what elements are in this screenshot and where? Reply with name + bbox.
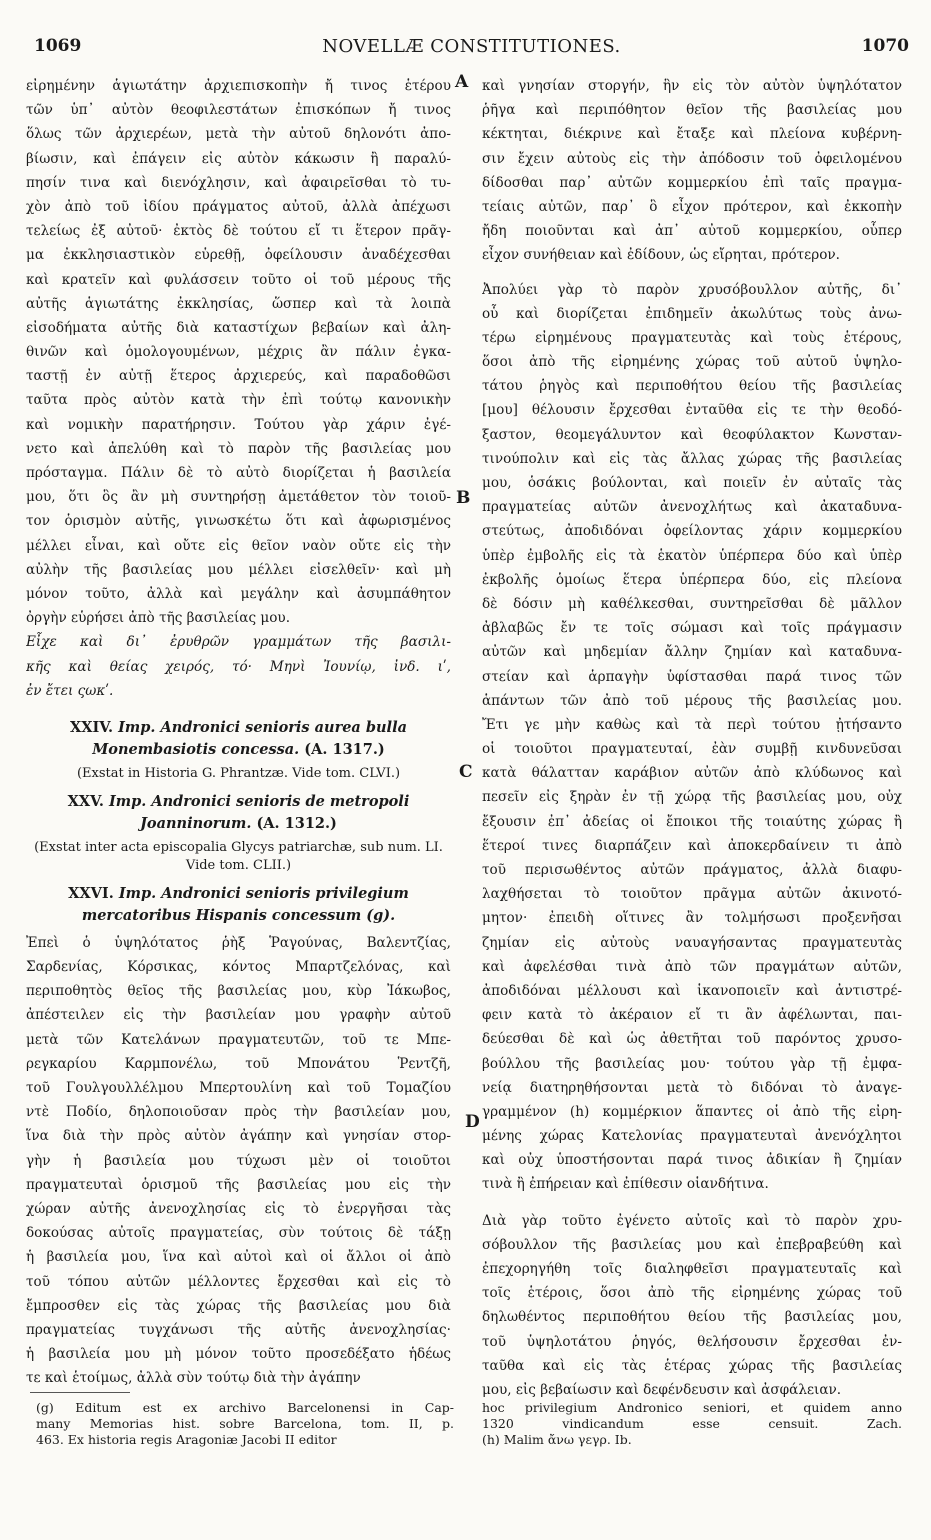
- text-line: καὶ νομικὴν παρατήρησιν. Τούτου γὰρ χάριν ἐγέ-: [26, 416, 451, 433]
- text-line: δοκούσας αὐτοῖς πραγματείας, σὺν τούτοις δὲ τάξῃ: [26, 1225, 451, 1242]
- text-line: Ἔτι γε μὴν καθὼς καὶ τὰ περὶ τούτου ᾐτήσαντο: [482, 716, 902, 733]
- text-line: στείαν καὶ ἁρπαγὴν ὑφίστασθαι παρά τινος τῶν: [482, 668, 902, 685]
- left-text-top: [26, 74, 451, 630]
- text-line: μου, ὅτι ὃς ἂν μὴ συντηρήσῃ ἀμετάθετον τὸν τοιοῦ-: [26, 489, 451, 506]
- text-line: Ἀπολύει γὰρ τὸ παρὸν χρυσόβουλλον αὐτῆς, δι᾽: [482, 281, 902, 298]
- text-line: πραγματείας αὐτῶν ἀνενοχλήτως καὶ ἀκαταδυνα-: [482, 499, 902, 516]
- text-line: καὶ κρατεῖν καὶ φυλάσσειν τοῦτο οἱ τοῦ μέρους τῆς: [26, 271, 451, 288]
- heading-xxv: XXV. Imp. Andronici senioris de metropoli Joanninorum. (A. 1312.): [67, 792, 410, 832]
- footnote-rule-left: [30, 1392, 130, 1393]
- text-line: θινῶν καὶ ὁμολογουμένων, μέχρις ἂν πάλιν ἐγκα-: [26, 344, 451, 361]
- text-line: ζημίαν εἰς αὐτοὺς ναυαγήσαντας πραγματευτὰς: [482, 934, 902, 951]
- margin-letter-b: B: [456, 488, 471, 508]
- text-line: βούλλου τῆς βασιλείας μου· τούτου γὰρ τῇ ἐμφα-: [482, 1055, 902, 1072]
- text-line: ἔξουσιν ἐπ᾽ ἀδείας οἱ ἔποικοι τῆς τοιαύτης χώρας ἢ: [482, 813, 902, 830]
- text-line: μητον· ἐπειδὴ οἵτινες ἂν τολμήσωσι προξενῆσαι: [482, 910, 902, 927]
- text-line: φειν κατὰ τὸ ἀκέραιον εἴ τι ἂν ἀφέλωνται, παι-: [482, 1007, 902, 1024]
- text-line: αὐτῆς ἁγιωτάτης ἐκκλησίας, ὥσπερ καὶ τὰ λοιπὰ: [26, 295, 451, 312]
- text-line: τελείως ἐξ αὐτοῦ· ἐκτὸς δὲ τούτου εἴ τι ἕτερον πρᾶγ-: [26, 223, 451, 240]
- text-line: ἡ βασιλεία μου, ἵνα καὶ αὐτοὶ καὶ οἱ ἄλλοι οἱ ἀπὸ: [26, 1249, 451, 1266]
- text-line: κατὰ θάλατταν καράβιον αὐτῶν ἀπὸ κλύδωνος καὶ: [482, 765, 902, 782]
- text-line: χώραν αὐτῆς ἀνενοχλησίας εἰς τὸ ἐνεργῆσαι τὰς: [26, 1200, 451, 1217]
- text-line: αὐτῶν καὶ μηδεμίαν ἄλλην ζημίαν καὶ καταδυνα-: [482, 644, 902, 661]
- text-line: στεύτως, ἀποδιδόναι ὀφείλοντας χάριν κομμερκίου: [482, 523, 902, 540]
- text-line: τον ὁρισμὸν αὐτῆς, γινωσκέτω ὅτι καὶ ἀφωρισμένος: [26, 513, 451, 530]
- text-line: πραγματείας τυγχάνωσι τῆς αὐτῆς ἀνενοχλησίας·: [26, 1321, 451, 1338]
- text-line: καὶ οὐχ ὑποστήσονται παρά τινος ἀδικίαν ἢ ζημίαν: [482, 1152, 902, 1169]
- text-line: τῶν ὑπ᾽ αὐτὸν θεοφιλεστάτων ἐπισκόπων ἤ τινος: [26, 102, 451, 119]
- text-line: βίωσιν, καὶ ἐπάγειν εἰς αὐτὸν κάκωσιν ἢ παραλύ-: [26, 150, 451, 167]
- text-line: ὑπὲρ ἐμβολῆς εἰς τὰ ἑκατὸν ὑπέρπερα δύο καὶ ὑπὲρ: [482, 547, 902, 564]
- text-line: μα ἐκκλησιαστικὸν εὑρεθῇ, ὀφείλουσιν ἀναδέχεσθαι: [26, 247, 451, 264]
- text-line: ἡ βασιλεία μου μὴ μόνον τοῦτο προσεδέξατο ἡδέως: [26, 1346, 451, 1363]
- page-number-right: 1070: [861, 36, 909, 56]
- right-text-part-2: [482, 278, 902, 1197]
- page-header: [34, 36, 909, 68]
- signature-note: [26, 630, 451, 703]
- text-line: τοῦ περισωθέντος αὐτῶν πράγματος, ἀλλὰ διαφυ-: [482, 862, 902, 878]
- margin-letter-d: D: [465, 1112, 480, 1132]
- text-line: ἐκβολῆς ὁμοίως ἕτερα ὑπέρπερα δύο, εἰς πλείονα: [482, 571, 902, 588]
- text-line: καὶ ἀφελέσθαι τινὰ ἀπὸ τῶν πραγμάτων αὐτῶν,: [482, 958, 902, 975]
- text-line: τείαις αὐτῶν, παρ᾽ ὃ εἶχον πρότερον, καὶ ἐκκοπὴν: [482, 198, 902, 215]
- right-text-part-1: [482, 74, 902, 268]
- text-line: [μου] θέλουσιν ἔρχεσθαι ἐνταῦθα εἰς τε τὴν θεοδό-: [482, 402, 902, 419]
- text-line: οὗ καὶ διορίζεται ἐπιδημεῖν ἀκωλύτως τοὺς ἀνω-: [482, 305, 902, 322]
- exstat-xxiv: (Exstat in Historia G. Phrantzæ. Vide tom. CLVI.): [76, 765, 401, 781]
- text-line: γὴν ἡ βασιλεία μου τύχωσι μὲν οἱ τοιοῦτοι: [26, 1152, 451, 1169]
- text-line: νείᾳ διατηρηθήσονται μετὰ τὸ διδόναι τὸ ἀναγε-: [482, 1079, 902, 1096]
- text-line: λαχθήσεται τὸ τοιοῦτον πρᾶγμα αὐτῶν ἀκινοτό-: [482, 886, 902, 903]
- text-line: δίδοσθαι παρ᾽ αὐτῶν κομμερκίου ἐπὶ ταῖς πραγμα-: [482, 174, 902, 191]
- text-line: μένης χώρας Κατελονίας πραγματευταὶ ἀνενόχλητοι: [482, 1128, 902, 1145]
- text-line: εἰσοδήματα αὐτῆς διὰ καταστίχων βεβαίων καὶ ἀλη-: [26, 319, 451, 336]
- text-line: ταῦθα καὶ εἰς τὰς ἑτέρας χώρας τῆς βασιλείας: [482, 1357, 902, 1374]
- margin-letter-c: C: [459, 762, 473, 782]
- exstat-xxv: (Exstat inter acta episcopalia Glycys patriarchæ, sub num. LI. Vide tom. CLII.): [34, 839, 443, 873]
- text-line: σιν ἔχειν αὐτοὺς εἰς τὴν ἀπόδοσιν τοῦ ὀφειλομένου: [482, 150, 902, 167]
- text-line: ὅσοι ἀπὸ τῆς εἰρημένης χώρας τοῦ αὐτοῦ ὑψηλο-: [482, 354, 902, 371]
- text-line: τοῦ Γουλγουλλέλμου Μπερτουλίνη καὶ τοῦ Τομαζίου: [26, 1080, 451, 1096]
- text-line: πησίν τινα καὶ διενόχλησιν, καὶ ἀφαιρεῖσθαι τὸ τυ-: [26, 174, 451, 191]
- text-line: τέρω εἰρημένους πραγματευτὰς καὶ τοὺς ἑτέρους,: [482, 329, 902, 346]
- text-line: δὲ δόσιν μὴ καθέλκεσθαι, συντηρεῖσθαι δὲ μᾶλλον: [482, 595, 902, 612]
- text-line: δηλωθέντος περιποθήτου θείου τῆς βασιλείας μου,: [482, 1309, 902, 1326]
- text-line: ἐπεχορηγήθη τοῖς διαληφθεῖσι πραγματευταῖς καὶ: [482, 1261, 902, 1277]
- footnote-line: (g) Editum est ex archivo Barcelonensi in Cap-: [36, 1400, 454, 1415]
- text-line: καὶ γνησίαν στοργήν, ἣν εἰς τὸν αὐτὸν ὑψηλότατον: [482, 78, 902, 94]
- footnote-line: 1320 vindicandum esse censuit. Zach.: [482, 1416, 902, 1431]
- text-line: πεσεῖν εἰς ξηρὰν ἐν τῇ χώρᾳ τῆς βασιλείας μου, οὐχ: [482, 789, 902, 806]
- text-line: ἁπάντων τῶν ἀπὸ τοῦ μέρους τῆς βασιλείας μου.: [482, 692, 902, 709]
- text-line: ὅλως τῶν ἀρχιερέων, μετὰ τὴν αὐτοῦ δηλονότι ἀπο-: [26, 126, 451, 143]
- margin-letter-a: A: [455, 72, 469, 92]
- text-line: ἤδη ποιοῦνται καὶ ἀπ᾽ αὐτοῦ κομμερκίου, οὗπερ: [482, 223, 902, 240]
- footnote-line: (h) Malim ἄνω γεγρ. Ib.: [482, 1432, 632, 1447]
- text-line: ῥῆγα καὶ περιπόθητον θεῖον τῆς βασιλείας μου: [482, 102, 902, 119]
- text-line: ντὲ Ποδίο, δηλοποιοῦσαν πρὸς τὴν βασιλείαν μου,: [26, 1104, 451, 1121]
- signature-line: Εἶχε καὶ δι᾽ ἐρυθρῶν γραμμάτων τῆς βασιλι-: [26, 634, 451, 651]
- text-line: δεύεσθαι δὲ καὶ ὡς ἀθετῆται τοῦ παρόντος χρυσο-: [482, 1031, 902, 1048]
- text-line: μετὰ τῶν Κατελάνων πραγματευτῶν, τοῦ τε Μπε-: [26, 1031, 451, 1048]
- right-text-part-3: [482, 1209, 902, 1403]
- running-title: NOVELLÆ CONSTITUTIONES.: [322, 36, 621, 57]
- text-line: τοῦ ὑψηλοτάτου ῥηγός, θελήσουσιν ἔρχεσθαι ἐν-: [482, 1333, 902, 1350]
- text-line: ἀποδιδόναι μέλλουσι καὶ ἱκανοποιεῖν καὶ ἀντιστρέ-: [482, 982, 902, 999]
- text-line: τάτου ῥηγὸς καὶ περιποθήτου θείου τῆς βασιλείας: [482, 378, 902, 395]
- text-line: εἶχον συνήθειαν καὶ ἐδίδουν, ὡς εἴρηται, πρότερον.: [482, 247, 840, 264]
- footnote-left: [36, 1400, 454, 1448]
- text-line: Ἐπεὶ ὁ ὑψηλότατος ῥὴξ Ῥαγούνας, Βαλεντζίας,: [26, 934, 451, 951]
- text-line: πραγματευταὶ ὁρισμοῦ τῆς βασιλείας μου εἰς τὴν: [26, 1176, 451, 1193]
- footnote-right: [482, 1400, 902, 1448]
- text-line: ρεγκαρίου Καρμπονέλω, τοῦ Μπονάτου Ῥεντζῆ,: [26, 1055, 451, 1072]
- text-line: τοῖς ἑτέροις, ὅσοι ἀπὸ τῆς εἰρημένης χώρας τοῦ: [482, 1285, 902, 1302]
- page-number-left: 1069: [34, 36, 82, 56]
- text-line: οἱ τοιοῦτοι πραγματευταί, ἐὰν συμβῇ κινδυνεῦσαι: [482, 741, 902, 758]
- left-text-bottom: [26, 931, 451, 1391]
- text-line: σόβουλλον τῆς βασιλείας μου καὶ ἐπεβραβεύθη καὶ: [482, 1236, 902, 1253]
- text-line: ὀργὴν εὑρήσει ἀπὸ τῆς βασιλείας μου.: [26, 610, 291, 627]
- signature-line: ἐν ἔτει ςωκʹ.: [26, 682, 114, 699]
- text-line: νετο καὶ ἀπελύθη καὶ τὸ παρὸν τῆς βασιλείας μου: [26, 440, 451, 457]
- heading-xxvi: XXVI. Imp. Andronici senioris privilegium mercatoribus Hispanis concessum (g).: [68, 884, 409, 924]
- text-line: τινούπολιν καὶ εἰς τὰς ἄλλας χώρας τῆς βασιλείας: [482, 450, 902, 467]
- footnote-line: hoc privilegium Andronico seniori, et quidem anno: [482, 1400, 902, 1415]
- text-line: χὸν ἀπὸ τοῦ ἰδίου πράγματος αὐτοῦ, ἀλλὰ ἀπέχωσι: [26, 198, 451, 215]
- text-line: μου, ὁσάκις βούλονται, καὶ ποιεῖν ἐν αὐταῖς τὰς: [482, 475, 902, 491]
- text-line: μέλλει εἶναι, καὶ οὔτε εἰς θεῖον ναὸν οὔτε εἰς τὴν: [26, 537, 451, 554]
- footnote-line: many Memorias hist. sobre Barcelona, tom. II, p.: [36, 1416, 454, 1431]
- text-line: Σαρδενίας, Κόρσικας, κόντος Μπαρτζελόνας, καὶ: [26, 959, 451, 976]
- text-line: εἰρημένην ἁγιωτάτην ἀρχιεπισκοπὴν ἤ τινος ἑτέρου: [26, 78, 451, 94]
- text-line: τοῦ τόπου αὐτῶν μέλλοντες ἔρχεσθαι καὶ εἰς τὸ: [26, 1273, 451, 1290]
- text-line: ταστῇ ἐν αὐτῇ ἕτερος ἀρχιερεύς, καὶ παραδοθῶσι: [26, 368, 451, 385]
- text-line: τινὰ ἢ ἐπήρειαν καὶ ἐπίθεσιν οἱανδήτινα.: [482, 1176, 769, 1193]
- text-line: Διὰ γὰρ τοῦτο ἐγένετο αὐτοῖς καὶ τὸ παρὸν χρυ-: [482, 1212, 902, 1229]
- signature-line: κῆς καὶ θείας χειρός, τό· Μηνὶ Ἰουνίῳ, ἰνδ. ιʹ,: [26, 658, 451, 675]
- text-line: γραμμένον (h) κομμέρκιον ἅπαντες οἱ ἀπὸ τῆς εἰρη-: [482, 1103, 902, 1120]
- text-line: κέκτηται, διέκρινε καὶ ἔταξε καὶ πλείονα κυβέρνη-: [482, 126, 902, 143]
- footnote-line: 463. Ex historia regis Aragoniæ Jacobi II editor: [36, 1432, 337, 1447]
- text-line: ξαστον, θεομεγάλυντον καὶ θεοφύλακτον Κωνσταν-: [482, 426, 902, 443]
- text-line: περιποθητὸς θεῖος τῆς βασιλείας μου, κὺρ Ἰάκωβος,: [26, 983, 451, 1000]
- text-line: ἔμπροσθεν εἰς τὰς χώρας τῆς βασιλείας μου διὰ: [26, 1297, 451, 1314]
- text-line: ἵνα διὰ τὴν πρὸς αὐτὸν ἀγάπην καὶ γνησίαν στορ-: [26, 1128, 451, 1145]
- text-line: αὐλὴν τῆς βασιλείας μου μέλλει εἰσελθεῖν· καὶ μὴ: [26, 561, 451, 578]
- text-line: τε καὶ ἑτοίμως, ἀλλὰ σὺν τούτῳ διὰ τὴν ἀγάπην: [26, 1370, 361, 1387]
- text-line: πρόσταγμα. Πάλιν δὲ τὸ αὐτὸ διορίζεται ἡ βασιλεία: [26, 465, 451, 481]
- text-line: ἀπέστειλεν εἰς τὴν βασιλείαν μου γραφὴν αὐτοῦ: [26, 1007, 451, 1024]
- right-column: [482, 74, 902, 1402]
- left-column: [26, 74, 451, 1390]
- text-line: ταῦτα πρὸς αὐτὸν κατὰ τὴν ἐπὶ τούτῳ κανονικὴν: [26, 392, 451, 409]
- text-line: ἕτεροί τινες διαρπάζειν καὶ ἀποκερδαίνειν τι ἀπὸ: [482, 837, 902, 854]
- text-line: ἀβλαβῶς ἔν τε τοῖς σώμασι καὶ τοῖς πράγμασιν: [482, 620, 902, 637]
- text-line: μόνον τοῦτο, ἀλλὰ καὶ μεγάλην καὶ ἀσυμπάθητον: [26, 585, 451, 602]
- heading-xxiv: XXIV. Imp. Andronici senioris aurea bulla Monembasiotis concessa. (A. 1317.): [70, 718, 407, 758]
- text-line: μου, εἰς βεβαίωσιν καὶ δεφένδευσιν καὶ ἀσφάλειαν.: [482, 1381, 842, 1398]
